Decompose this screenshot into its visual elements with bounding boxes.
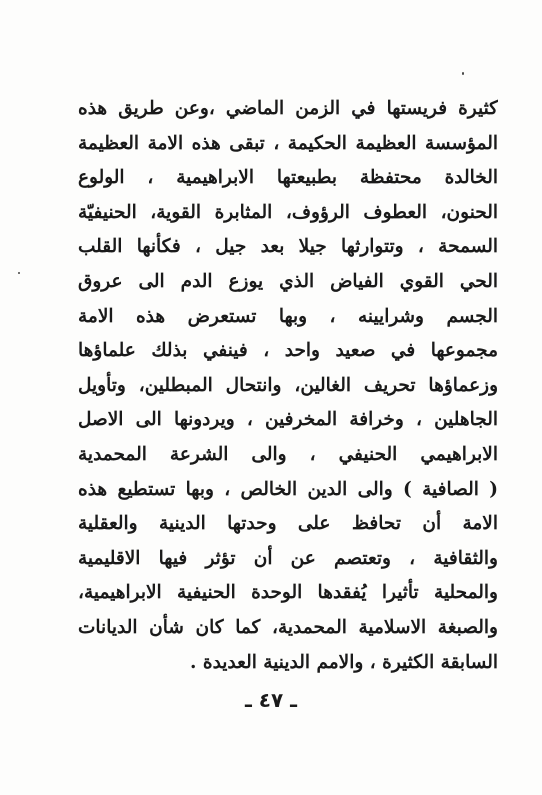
- body-text: [78, 92, 498, 680]
- text-line: الخالدة محتفظة بطبيعتها الابراهيمية ، الولوع: [78, 167, 498, 189]
- text-line: الجاهلين ، وخرافة المخرفين ، ويردونها الى الاصل: [78, 409, 498, 431]
- text-line: كثيرة فريستها في الزمن الماضي ،وعن طريق هذه: [78, 98, 498, 119]
- ink-speck: [462, 72, 464, 75]
- text-line: الامة أن تحافظ على وحدتها الدينية والعقلية: [78, 513, 498, 535]
- page-number: ـ ٤٧ ـ: [244, 688, 298, 712]
- ink-speck: [18, 272, 20, 274]
- text-line: ( الصافية ) والى الدين الخالص ، وبها تستطيع هذه: [78, 478, 498, 500]
- text-line: والصبغة الاسلامية المحمدية، كما كان شأن الديانات: [78, 616, 498, 638]
- text-line-last: السابقة الكثيرة ، والامم الدينية العديدة .: [190, 651, 498, 673]
- text-line: السمحة ، وتتوارثها جيلا بعد جيل ، فكأنها القلب: [78, 236, 498, 258]
- text-line: والمحلية تأثيرا يُفقدها الوحدة الحنيفية الابراهيمية،: [78, 582, 498, 604]
- text-line: الحنون، العطوف الرؤوف، المثابرة القوية، الحنيفيّة: [78, 201, 498, 223]
- text-line: وزعماؤها تحريف الغالين، وانتحال المبطلين، وتأويل: [78, 374, 498, 396]
- text-line: الحي القوي الفياض الذي يوزع الدم الى عروق: [78, 270, 498, 292]
- text-line: الابراهيمي الحنيفي ، والى الشرعة المحمدية: [78, 443, 498, 465]
- text-line: الجسم وشرايينه ، وبها تستعرض هذه الامة: [78, 305, 498, 327]
- text-line: والثقافية ، وتعتصم عن أن تؤثر فيها الاقليمية: [78, 547, 498, 569]
- text-line: المؤسسة العظيمة الحكيمة ، تبقى هذه الامة العظيمة: [78, 132, 498, 154]
- text-line: مجموعها في صعيد واحد ، فينفي بذلك علماؤها: [78, 340, 498, 362]
